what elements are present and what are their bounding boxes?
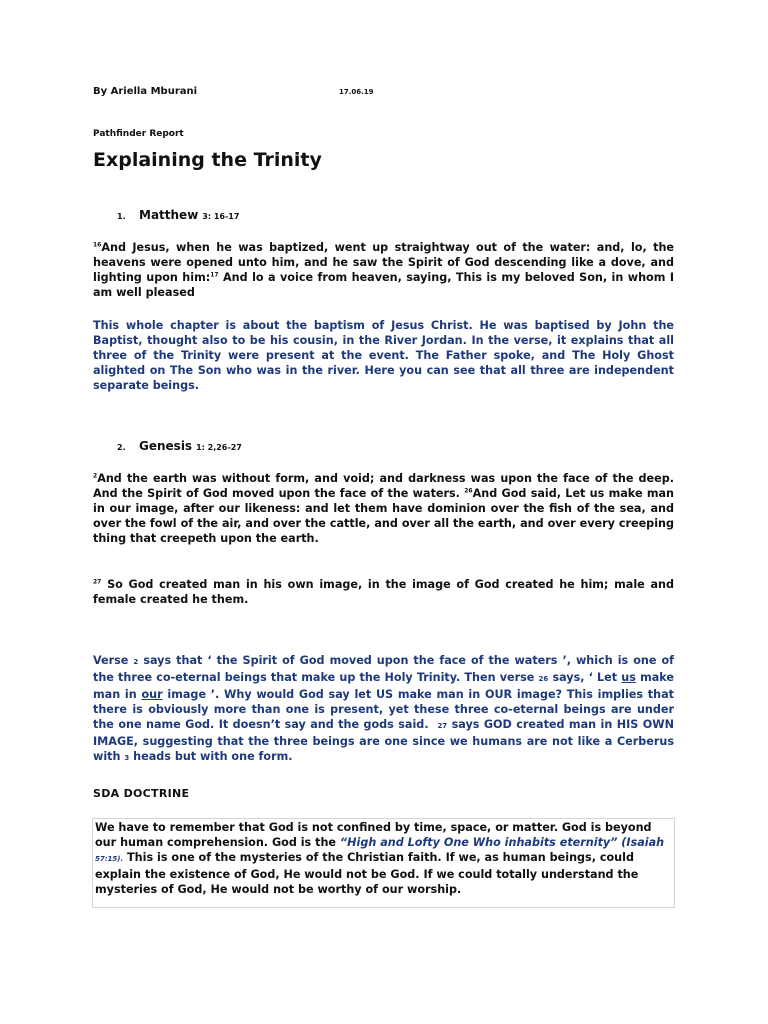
verse-text: And God said, Let us make man in our image, after our likeness: and let them have dominion over the fish of the sea, and over the fowl of the air, and over the cattle, and over all the earth, and over every creeping thing that creepeth upon the earth. — [93, 487, 674, 545]
section-1-scripture — [93, 240, 674, 300]
section-2-book: Genesis — [139, 439, 193, 453]
section-2-heading — [117, 439, 242, 453]
page-title: Explaining the Trinity — [93, 149, 322, 171]
section-1-heading — [117, 208, 239, 222]
verse-number: 27 — [93, 578, 102, 586]
doctrine-text-part: This is one of the mysteries of the Christian faith. If we, as human beings, could explain the existence of God, He would not be God. If we could totally understand the mysteries of God, He would not be worthy of our worship. — [95, 851, 639, 896]
quote-reference: 57:15). — [95, 855, 124, 863]
doctrine-text-part: We have to remember that God is not confined by time, space, or matter. God is beyond our human comprehension. God is the — [95, 821, 652, 849]
commentary-text: says, ‘ Let — [552, 671, 618, 684]
section-1-reference: 3: 16-17 — [202, 212, 240, 221]
verse-ref-number: 26 — [538, 675, 549, 683]
verse-number: 16 — [93, 241, 102, 249]
document-date: 17.06.19 — [339, 88, 374, 96]
verse-number: 17 — [210, 271, 219, 279]
verse-text: And Jesus, when he was baptized, went up straightway out of the water: and, lo, the heavens were opened unto him, and he saw the Spirit of God descending like a dove, and lighting upon him: — [93, 241, 674, 284]
commentary-text: heads but with one form. — [133, 750, 293, 763]
author-line: By Ariella Mburani — [93, 86, 198, 97]
section-2-scripture — [93, 471, 674, 546]
verse-text: So God created man in his own image, in the image of God created he him; male and female created he them. — [93, 578, 674, 606]
doctrine-text — [95, 820, 665, 897]
quote-text: “High and Lofty One Who inhabits eternity” (Isaiah — [339, 836, 665, 849]
verse-text: And the earth was without form, and void; and darkness was upon the face of the deep. And the Spirit of God moved upon the face of the waters. — [93, 472, 674, 500]
section-1-number: 1. — [117, 212, 126, 221]
verse-number: 2 — [93, 472, 98, 480]
section-1-commentary: This whole chapter is about the baptism of Jesus Christ. He was baptised by John the Baptist, thought also to be his cousin, in the River Jordan. In the verse, it explains that all three of the Trinity were present at the event. The Father spoke, and The Holy Ghost alighted on The Son who was in the river. Here you can see that all three are independent separate beings. — [93, 319, 674, 392]
verse-ref-number: 2 — [133, 658, 139, 666]
commentary-text: make man in — [93, 671, 674, 701]
section-2-commentary — [93, 653, 674, 766]
verse-text: And lo a voice from heaven, saying, This is my beloved Son, in whom I am well pleased — [93, 271, 674, 299]
commentary-text: image ’. Why would God say let US make man in OUR image? This implies that there is obviously more than one is present, yet these three co-eternal beings are under the one name God. It doesn’t say and the gods said. — [93, 688, 674, 731]
commentary-text: says that ‘ the Spirit of God moved upon the face of the waters ’, which is one of the three co-eternal beings that make up the Holy Trinity. Then verse — [93, 654, 674, 684]
commentary-text: says GOD created man in HIS OWN IMAGE, suggesting that the three beings are one since we humans are not like a Cerberus with — [93, 718, 674, 763]
section-2-number: 2. — [117, 443, 126, 452]
sda-doctrine-heading: SDA DOCTRINE — [93, 787, 190, 800]
commentary-text: Verse — [93, 654, 129, 667]
underlined-word: our — [141, 688, 163, 701]
report-label: Pathfinder Report — [93, 129, 184, 139]
verse-ref-number: 27 — [437, 722, 448, 730]
underlined-word: us — [621, 671, 636, 684]
section-2-verse-27 — [93, 577, 674, 607]
section-1-book: Matthew — [139, 208, 199, 222]
verse-number: 26 — [464, 487, 473, 495]
verse-ref-number: 3 — [124, 754, 130, 762]
section-2-reference: 1: 2,26-27 — [196, 443, 242, 452]
